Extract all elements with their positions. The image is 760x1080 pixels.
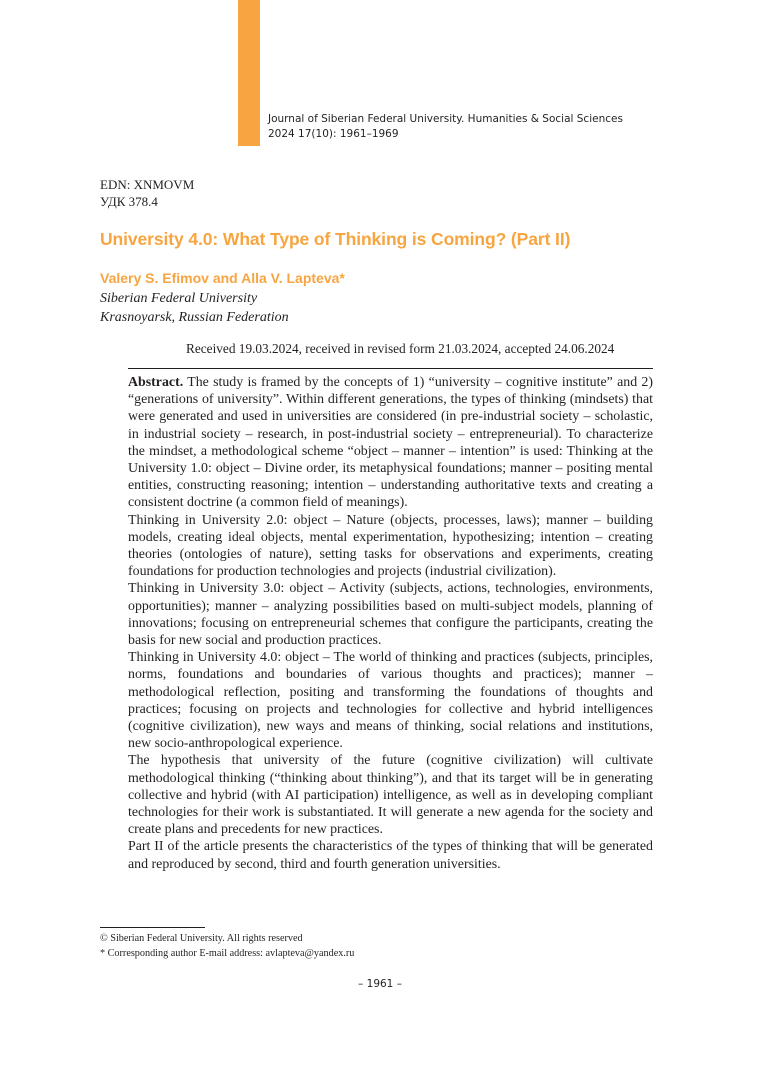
abstract-label: Abstract.: [128, 375, 184, 390]
article-title: University 4.0: What Type of Thinking is Coming? (Part II): [100, 229, 571, 249]
article-authors: Valery S. Efimov and Alla V. Lapteva*: [100, 270, 345, 286]
page-number: – 1961 –: [358, 978, 402, 990]
corresponding-author-note: * Corresponding author E-mail address: avlapteva@yandex.ru: [100, 948, 355, 959]
abstract-paragraph: Thinking in University 2.0: object – Nature (objects, processes, laws); manner – building models, creating ideal objects, mental experimentation, hypothesizing; intention – creating theories (ontologies of nature), setting tasks for observations and experiments, creating foundations for production technologies and projects (industrial civilization).: [128, 512, 653, 580]
abstract-divider: [128, 368, 653, 369]
journal-accent-bar: [238, 0, 260, 146]
affiliation-institution: Siberian Federal University: [100, 291, 258, 306]
abstract-paragraph: [128, 374, 653, 512]
abstract: [128, 374, 653, 873]
journal-name: Journal of Siberian Federal University. Humanities & Social Sciences: [268, 113, 623, 125]
abstract-paragraph: The hypothesis that university of the future (cognitive civilization) will cultivate methodological thinking (“thinking about thinking”), and that its target will be in generating collective and hybrid (with AI participation) intelligence, as well as in developing compliant technologies for their work is substantiated. It will generate a new agenda for the society and create plans and precedents for new practices.: [128, 753, 653, 838]
edn-code: EDN: XNMOVM: [100, 177, 195, 192]
abstract-paragraph: Thinking in University 3.0: object – Activity (subjects, actions, technologies, environments, opportunities); manner – analyzing possibilities based on multi-subject models, planning of innovations; focusing on entrepreneurial schemes that configure the participants, creating the basis for new social and production practices.: [128, 581, 653, 649]
affiliation: [100, 289, 289, 327]
footnotes: [100, 931, 354, 961]
journal-header: [268, 112, 623, 142]
journal-issue: 2024 17(10): 1961–1969: [268, 128, 399, 140]
copyright-note: © Siberian Federal University. All rights reserved: [100, 933, 303, 944]
affiliation-location: Krasnoyarsk, Russian Federation: [100, 310, 289, 325]
footnote-divider: [100, 927, 205, 928]
abstract-text: The study is framed by the concepts of 1) “university – cognitive institute” and 2) “generations of university”. Within different generations, the types of thinking (mindsets) that were generated and used in universities are considered (in pre-industrial society – scholastic, in industrial society – research, in post-industrial society – entrepreneurial). To characterize the mindset, a methodological scheme “object – manner – intention” is used: Thinking at the University 1.0: object – Divine order, its metaphysical foundations; manner – positing mental entities, constructing reasoning; intention – understanding authoritative texts and creating a consistent doctrine (a common field of meanings).: [128, 375, 653, 511]
abstract-paragraph: Thinking in University 4.0: object – The world of thinking and practices (subjects, principles, norms, foundations and boundaries of various thoughts and practices); manner – methodological reflection, positing and transforming the foundations of thoughts and practices; focusing on projects and technologies for collective and hybrid intelligences (cognitive civilization), new ways and means of thinking, social relations and institutions, new socio-anthropological experience.: [128, 650, 653, 752]
identifiers: [100, 176, 194, 210]
received-dates: Received 19.03.2024, received in revised form 21.03.2024, accepted 24.06.2024: [186, 341, 615, 356]
abstract-paragraph: Part II of the article presents the characteristics of the types of thinking that will be generated and reproduced by second, third and fourth generation universities.: [128, 839, 653, 872]
udk-code: УДК 378.4: [100, 194, 158, 209]
